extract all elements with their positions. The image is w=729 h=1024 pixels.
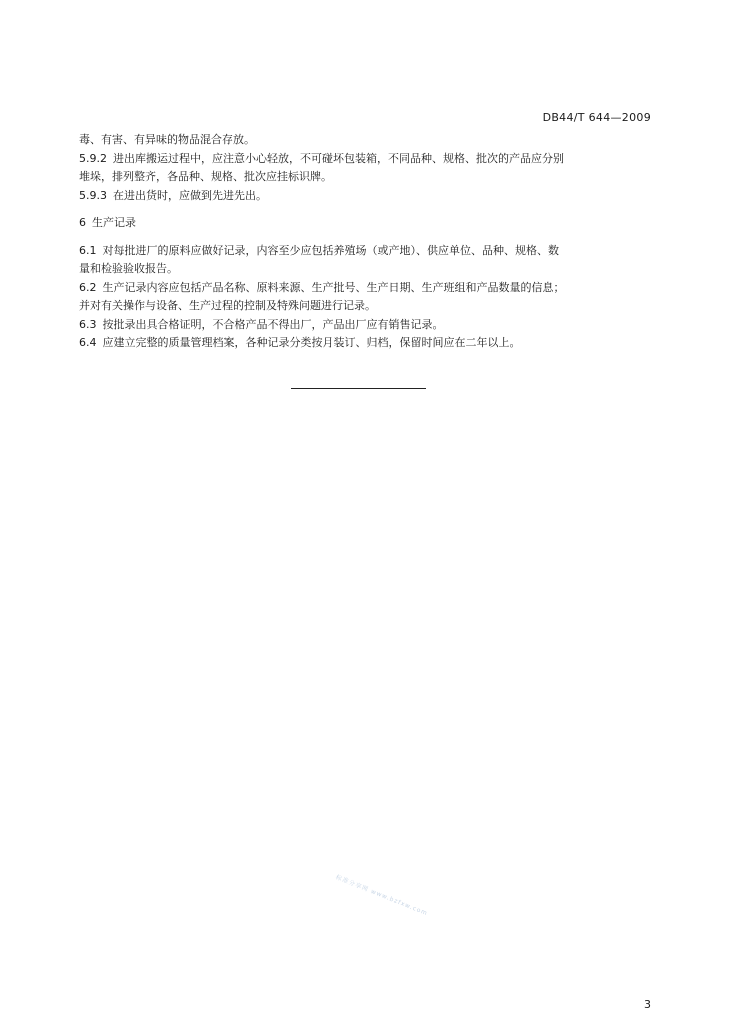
clause-text-continuation: 堆垛，排列整齐，各品种、规格、批次应挂标识牌。 <box>79 170 332 183</box>
section-title: 生产记录 <box>92 216 136 229</box>
standard-code: DB44/T 644—2009 <box>542 111 651 124</box>
clause-text: 应建立完整的质量管理档案，各种记录分类按月装订、归档，保留时间应在二年以上。 <box>102 336 521 349</box>
clause-text-continuation: 并对有关操作与设备、生产过程的控制及特殊问题进行记录。 <box>79 299 376 312</box>
clause-6-1 <box>79 242 654 279</box>
clause-text: 进出库搬运过程中，应注意小心轻放，不可碰坏包装箱，不同品种、规格、批次的产品应分别 <box>113 151 564 165</box>
clause-number: 6.2 <box>79 280 97 294</box>
clause-6-4 <box>79 334 654 353</box>
clause-6-2 <box>79 279 654 316</box>
clause-text-continuation: 量和检验验收报告。 <box>79 262 178 275</box>
page-number: 3 <box>644 998 651 1011</box>
clause-5-9-3 <box>79 187 654 206</box>
clause-text: 生产记录内容应包括产品名称、原料来源、生产批号、生产日期、生产班组和产品数量的信息； <box>102 280 565 294</box>
document-body <box>79 131 654 353</box>
clause-5-9-2 <box>79 150 654 187</box>
clause-number: 6.1 <box>79 243 97 257</box>
continuation-line: 毒、有害、有异味的物品混合存放。 <box>79 133 255 146</box>
clause-number: 6.3 <box>79 317 97 331</box>
watermark: 标准分享网 www.bzfxw.com <box>334 873 429 918</box>
clause-6-3 <box>79 316 654 335</box>
clause-text: 在进出货时，应做到先进先出。 <box>113 188 267 202</box>
end-of-document-rule <box>291 388 426 389</box>
section-number: 6 <box>79 216 86 229</box>
clause-number: 5.9.3 <box>79 188 107 202</box>
section-heading-6 <box>79 214 654 233</box>
clause-text: 对每批进厂的原料应做好记录，内容至少应包括养殖场（或产地）、供应单位、品种、规格、数 <box>102 243 559 257</box>
clause-number: 6.4 <box>79 336 97 349</box>
clause-text: 按批录出具合格证明，不合格产品不得出厂，产品出厂应有销售记录。 <box>102 317 444 331</box>
clause-number: 5.9.2 <box>79 151 107 165</box>
